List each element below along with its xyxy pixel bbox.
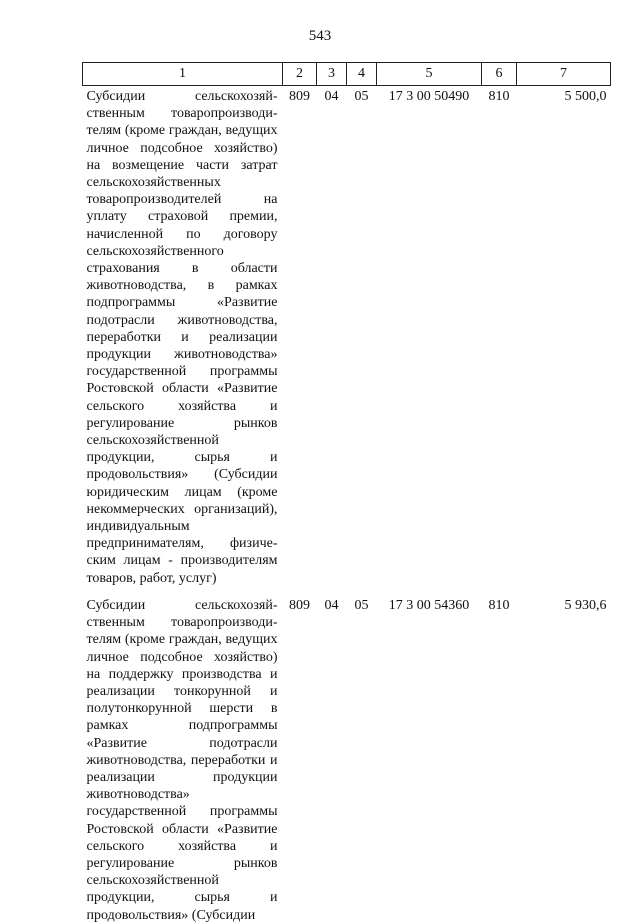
row-amount: 5 930,6 [564,597,607,613]
row-col-2: 809 [289,89,310,104]
header-col-6: 6 [482,63,517,86]
row-col-6: 810 [488,597,510,613]
row-col-5: 17 3 00 50490 [388,89,470,104]
header-col-7: 7 [517,63,611,86]
table-row [83,597,611,924]
row-col-3: 04 [324,597,339,613]
header-col-1: 1 [83,63,283,86]
header-row [83,63,611,86]
row-description: Субсидии сельскохозяйственным товаропроизводителям (кроме граждан, ведущих личное подсобное хозяйство) на возмещение части затрат сельскохозяйственных товаропроизводителей на уплату страховой премии, начисленной по договору сельскохозяйственного страхования в области животноводства, в рамках подпрограммы «Развитие подотрасли животноводства, переработки и реализации продукции животноводства» государственной программы Ростовской области «Развитие сельского хозяйства и регулирование рынков сельскохозяйственной продукции, сырья и продовольствия» (Субсидии юридическим лицам (кроме некоммерческих организаций), индивидуальным предпринимателям, физическим лицам - производителям товаров, работ, услуг) [86,89,278,586]
header-col-3: 3 [317,63,347,86]
row-col-4: 05 [354,89,369,104]
header-col-4: 4 [347,63,377,86]
table-row [83,86,611,597]
row-col-5: 17 3 00 54360 [388,597,470,613]
header-col-5: 5 [377,63,482,86]
row-col-4: 05 [354,597,369,613]
row-amount: 5 500,0 [564,89,607,104]
header-col-2: 2 [283,63,317,86]
page-number: 543 [308,28,332,44]
row-col-2: 809 [289,597,310,613]
row-col-3: 04 [324,89,339,104]
budget-table [82,62,611,924]
row-description: Субсидии сельскохозяйственным товаропроизводителям (кроме граждан, ведущих личное подсобное хозяйство) на поддержку производства и реализации тонкорунной и полутонкорунной шерсти в рамках подпрограммы «Развитие подотрасли животноводства, переработки и реализации продукции животноводства» государственной программы Ростовской области «Развитие сельского хозяйства и регулирование рынков сельскохозяйственной продукции, сырья и продовольствия» (Субсидии [86,597,278,923]
row-col-6: 810 [488,89,510,104]
